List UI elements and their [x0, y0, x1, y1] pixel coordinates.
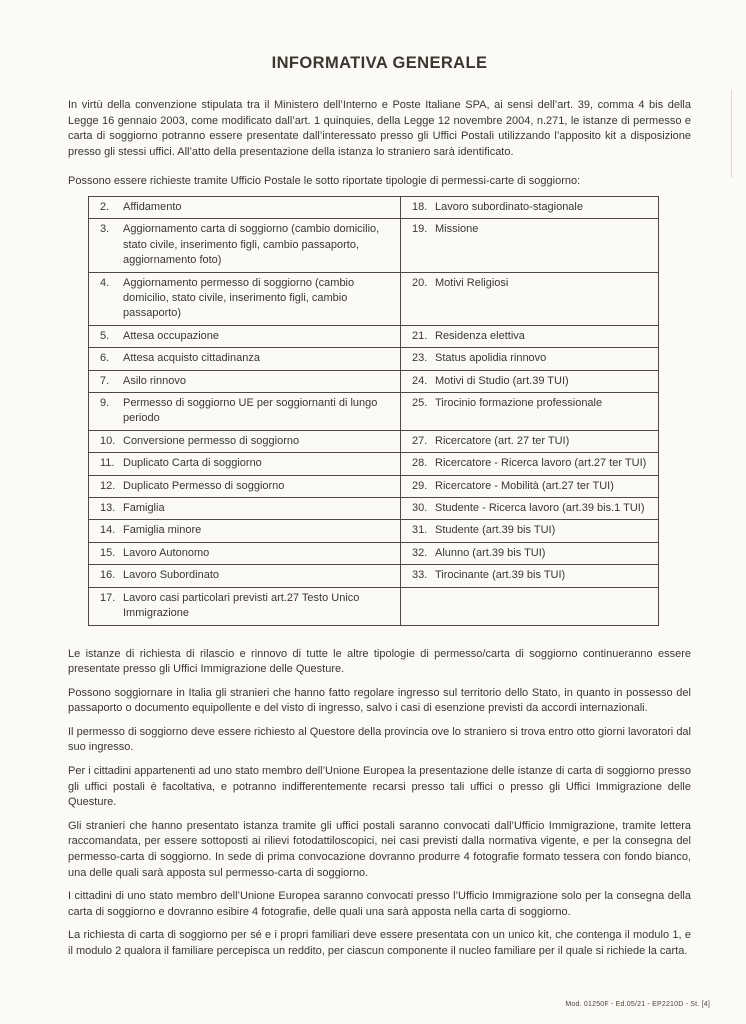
permit-label: Alunno (art.39 bis TUI): [435, 546, 546, 559]
permit-number: 12.: [100, 479, 116, 492]
permit-number: 9.: [100, 397, 110, 410]
permit-cell-right: [401, 587, 659, 625]
permit-cell-right: [401, 348, 659, 370]
table-row: [89, 520, 659, 542]
permit-number: 11.: [100, 457, 115, 470]
permit-number: 31.: [412, 524, 428, 537]
permit-cell-left: [89, 587, 401, 625]
body-paragraph: La richiesta di carta di soggiorno per sé e i propri familiari deve essere presentata con un unico kit, che contenga il modulo 1, e il modulo 2 qualora il familiare percepisca un reddito, per ciascun componente il nucleo familiare per il quale si richiede la carta.: [68, 929, 691, 957]
permit-cell-right: [401, 453, 659, 475]
permit-number: 21.: [412, 329, 428, 342]
permit-number: 24.: [412, 374, 428, 387]
permit-number: 5.: [100, 329, 110, 342]
permit-label: Residenza elettiva: [435, 329, 525, 342]
table-row: [89, 475, 659, 497]
permit-cell-left: [89, 325, 401, 347]
permit-number: 14.: [100, 524, 116, 537]
permit-label: Tirocinio formazione professionale: [435, 397, 603, 410]
permit-label: Attesa occupazione: [123, 329, 220, 342]
permit-number: 23.: [412, 352, 428, 365]
permit-label: Lavoro casi particolari previsti art.27 Testo Unico Immigrazione: [123, 591, 360, 620]
permit-label: Duplicato Permesso di soggiorno: [123, 479, 285, 492]
permit-cell-right: [401, 542, 659, 564]
table-row: [89, 348, 659, 370]
permit-cell-left: [89, 430, 401, 452]
permit-cell-right: [401, 219, 659, 272]
permit-number: 3.: [100, 223, 110, 236]
body-paragraph: I cittadini di uno stato membro dell’Unione Europea saranno convocati presso l’Ufficio Immigrazione solo per la consegna della carta di soggiorno e dovranno esibire 4 fotografie, delle quali una sarà apposta nella carta di soggiorno.: [68, 890, 691, 918]
table-row: [89, 453, 659, 475]
table-row: [89, 498, 659, 520]
permit-cell-left: [89, 370, 401, 392]
permit-cell-left: [89, 393, 401, 431]
permit-label: Aggiornamento carta di soggiorno (cambio domicilio, stato civile, inserimento figli, cambio passaporto, aggiornamento foto): [123, 223, 380, 267]
permit-label: Missione: [435, 223, 479, 236]
permit-label: Lavoro subordinato-stagionale: [435, 200, 583, 213]
permit-label: Famiglia minore: [123, 524, 202, 537]
permit-label: Tirocinante (art.39 bis TUI): [435, 569, 566, 582]
table-row: [89, 272, 659, 325]
permit-number: 2.: [100, 200, 110, 213]
table-row: [89, 565, 659, 587]
permit-cell-right: [401, 325, 659, 347]
permit-label: Lavoro Autonomo: [123, 546, 210, 559]
permit-cell-left: [89, 196, 401, 218]
permit-number: 28.: [412, 457, 428, 470]
permit-number: 33.: [412, 569, 428, 582]
permit-cell-left: [89, 272, 401, 325]
print-code-footer: Mod. 01250F - Ed.05/21 - EP2210D - St. [4]: [565, 1001, 710, 1008]
permit-label: Famiglia: [123, 502, 165, 515]
permit-number: 25.: [412, 397, 428, 410]
permit-label: Status apolidia rinnovo: [435, 352, 547, 365]
permit-label: Ricercatore - Mobilità (art.27 ter TUI): [435, 479, 614, 492]
permit-cell-right: [401, 520, 659, 542]
permit-label: Affidamento: [123, 200, 182, 213]
permit-number: 17.: [100, 591, 116, 604]
permit-cell-left: [89, 498, 401, 520]
permit-label: Ricercatore - Ricerca lavoro (art.27 ter TUI): [435, 457, 647, 470]
permit-cell-left: [89, 520, 401, 542]
permit-label: Motivi Religiosi: [435, 276, 509, 289]
permit-number: 18.: [412, 200, 428, 213]
body-paragraph: Il permesso di soggiorno deve essere richiesto al Questore della provincia ove lo straniero si trova entro otto giorni lavoratori dal suo ingresso.: [68, 725, 691, 754]
table-row: [89, 219, 659, 272]
permit-label: Studente - Ricerca lavoro (art.39 bis.1 TUI): [435, 502, 645, 515]
permit-cell-right: [401, 475, 659, 497]
permit-number: 13.: [100, 502, 116, 515]
permit-cell-left: [89, 453, 401, 475]
permit-number: 6.: [100, 352, 110, 365]
permit-cell-right: [401, 393, 659, 431]
permit-number: 7.: [100, 374, 110, 387]
body-paragraph: Le istanze di richiesta di rilascio e rinnovo di tutte le altre tipologie di permesso/carta di soggiorno continueranno essere presentate presso gli Uffici Immigrazione delle Questure.: [68, 647, 691, 676]
body-paragraph: Gli stranieri che hanno presentato istanza tramite gli uffici postali saranno convocati dall’Ufficio Immigrazione, tramite lettera raccomandata, per essere sottoposti ai rilievi fotodattiloscopici, nei casi previsti dalla normativa vigente, e per la consegna del permesso-carta di soggiorno. In sede di prima convocazione dovranno produrre 4 fotografie formato tessera con fondo bianco, una delle quali sarà apposta sul permesso-carta di soggiorno.: [68, 819, 691, 879]
permit-label: Studente (art.39 bis TUI): [435, 524, 556, 537]
permit-cell-right: [401, 196, 659, 218]
permit-label: Conversione permesso di soggiorno: [123, 434, 300, 447]
permit-number: 30.: [412, 502, 428, 515]
body-paragraph: Possono soggiornare in Italia gli stranieri che hanno fatto regolare ingresso sul territorio dello Stato, in quanto in possesso del passaporto o documento equipollente e del visto di ingresso, salvo i casi di esenzione previsti da accordi internazionali.: [68, 686, 691, 715]
permit-cell-left: [89, 475, 401, 497]
permit-label: Aggiornamento permesso di soggiorno (cambio domicilio, stato civile, inserimento figli, cambio passaporto): [123, 276, 355, 320]
permit-label: Lavoro Subordinato: [123, 569, 220, 582]
permit-label: Permesso di soggiorno UE per soggiornanti di lungo periodo: [123, 397, 378, 425]
permit-label: Asilo rinnovo: [123, 374, 186, 387]
intro-paragraph: In virtù della convenzione stipulata tra il Ministero dell’Interno e Poste Italiane SPA, ai sensi dell’art. 39, comma 4 bis della Legge 16 gennaio 2003, come modificato dall’art. 1 quinquies, della Legge 12 novembre 2004, n.271, le istanze di permesso e carta di soggiorno potranno essere presentate dall’interessato presso gli Uffici Postali utilizzando l’apposito kit a disposizione presso gli stessi uffici. All’atto della presentazione della istanza lo straniero sarà identificato.: [68, 99, 691, 158]
permit-label: Ricercatore (art. 27 ter TUI): [435, 434, 570, 447]
permit-number: 20.: [412, 276, 428, 289]
permit-cell-right: [401, 272, 659, 325]
table-row: [89, 430, 659, 452]
permit-number: 29.: [412, 479, 428, 492]
permit-number: 16.: [100, 569, 116, 582]
permit-cell-right: [401, 498, 659, 520]
permit-number: 15.: [100, 546, 116, 559]
table-row: [89, 325, 659, 347]
permit-number: 27.: [412, 434, 428, 447]
permit-number: 19.: [412, 223, 428, 236]
table-lead-text: Possono essere richieste tramite Ufficio Postale le sotto riportate tipologie di permessi-carte di soggiorno:: [68, 175, 581, 188]
table-row: [89, 542, 659, 564]
permit-cell-right: [401, 430, 659, 452]
permit-label: Duplicato Carta di soggiorno: [123, 457, 262, 470]
permit-cell-left: [89, 542, 401, 564]
page-title: INFORMATIVA GENERALE: [271, 54, 488, 72]
table-row: [89, 393, 659, 431]
permit-cell-right: [401, 565, 659, 587]
permit-cell-left: [89, 219, 401, 272]
table-row: [89, 587, 659, 625]
table-row: [89, 196, 659, 218]
permit-cell-left: [89, 348, 401, 370]
permit-cell-right: [401, 370, 659, 392]
scan-edge-artifact: [731, 90, 732, 178]
permits-table: [88, 196, 659, 626]
permit-label: Attesa acquisto cittadinanza: [123, 352, 260, 365]
body-paragraph: Per i cittadini appartenenti ad uno stato membro dell’Unione Europea la presentazione delle istanze di carta di soggiorno presso gli uffici postali è facoltativa, e potranno indifferentemente recarsi presso tali uffici o presso gli Uffici Immigrazione delle Questure.: [68, 765, 691, 809]
table-row: [89, 370, 659, 392]
permit-label: Motivi di Studio (art.39 TUI): [435, 374, 569, 387]
permit-number: 32.: [412, 546, 428, 559]
permit-number: 10.: [100, 434, 116, 447]
permit-cell-left: [89, 565, 401, 587]
permit-number: 4.: [100, 276, 110, 289]
